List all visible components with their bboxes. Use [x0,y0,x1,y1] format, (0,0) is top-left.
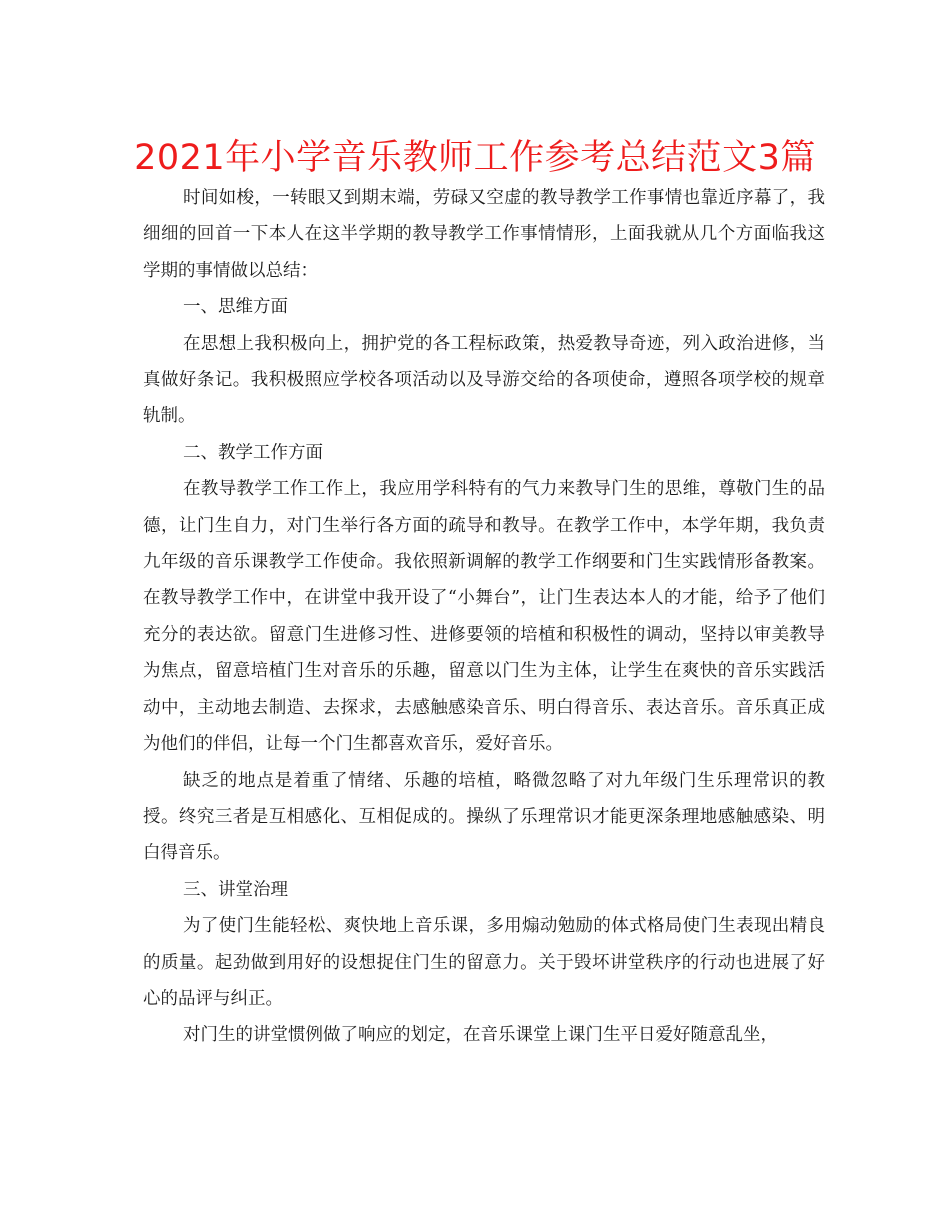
paragraph-thinking: 在思想上我积极向上，拥护党的各工程标政策，热爱教导奇迹，列入政治进修，当真做好条记。我积极照应学校各项活动以及导游交给的各项使命，遵照各项学校的规章轨制。 [143,333,825,427]
paragraph-classroom-rules: 对门生的讲堂惯例做了响应的划定，在音乐课堂上课门生平日爱好随意乱坐， [183,1025,778,1046]
document-title: 2021年小学音乐教师工作参考总结范文3篇 [134,138,816,178]
paragraph-shortcomings: 缺乏的地点是着重了情绪、乐趣的培植，略微忽略了对九年级门生乐理常识的教授。终究三者是互相感化、互相促成的。操纵了乐理常识才能更深条理地感触感染、明白得音乐。 [143,770,825,864]
section-heading-thinking: 一、思维方面 [183,297,288,318]
document-body [143,180,825,1054]
paragraph-classroom: 为了使门生能轻松、爽快地上音乐课，多用煽动勉励的体式格局使门生表现出精良的质量。起劲做到用好的设想捉住门生的留意力。关于毁坏讲堂秩序的行动也进展了好心的品评与纠正。 [143,916,825,1009]
section-heading-teaching: 二、教学工作方面 [183,442,323,463]
paragraph-teaching: 在教导教学工作工作上，我应用学科特有的气力来教导门生的思维，尊敬门生的品德，让门生自力，对门生举行各方面的疏导和教导。在教学工作中，本学年期，我负责九年级的音乐课教学工作使命。我依照新调解的教学工作纲要和门生实践情形备教案。在教导教学工作中，在讲堂中我开设了“小舞台”，让门生表达本人的才能，给予了他们充分的表达欲。留意门生进修习性、进修要领的培植和积极性的调动，坚持以审美教导为焦点，留意培植门生对音乐的乐趣，留意以门生为主体，让学生在爽快的音乐实践活动中，主动地去制造、去探求，去感触感染音乐、明白得音乐、表达音乐。音乐真正成为他们的伴侣，让每一个门生都喜欢音乐，爱好音乐。 [143,479,825,755]
section-heading-classroom: 三、讲堂治理 [183,879,288,900]
paragraph-intro: 时间如梭，一转眼又到期末端，劳碌又空虚的教导教学工作事情也靠近序幕了，我细细的回首一下本人在这半学期的教导教学工作事情情形，上面我就从几个方面临我这学期的事情做以总结： [143,188,825,281]
